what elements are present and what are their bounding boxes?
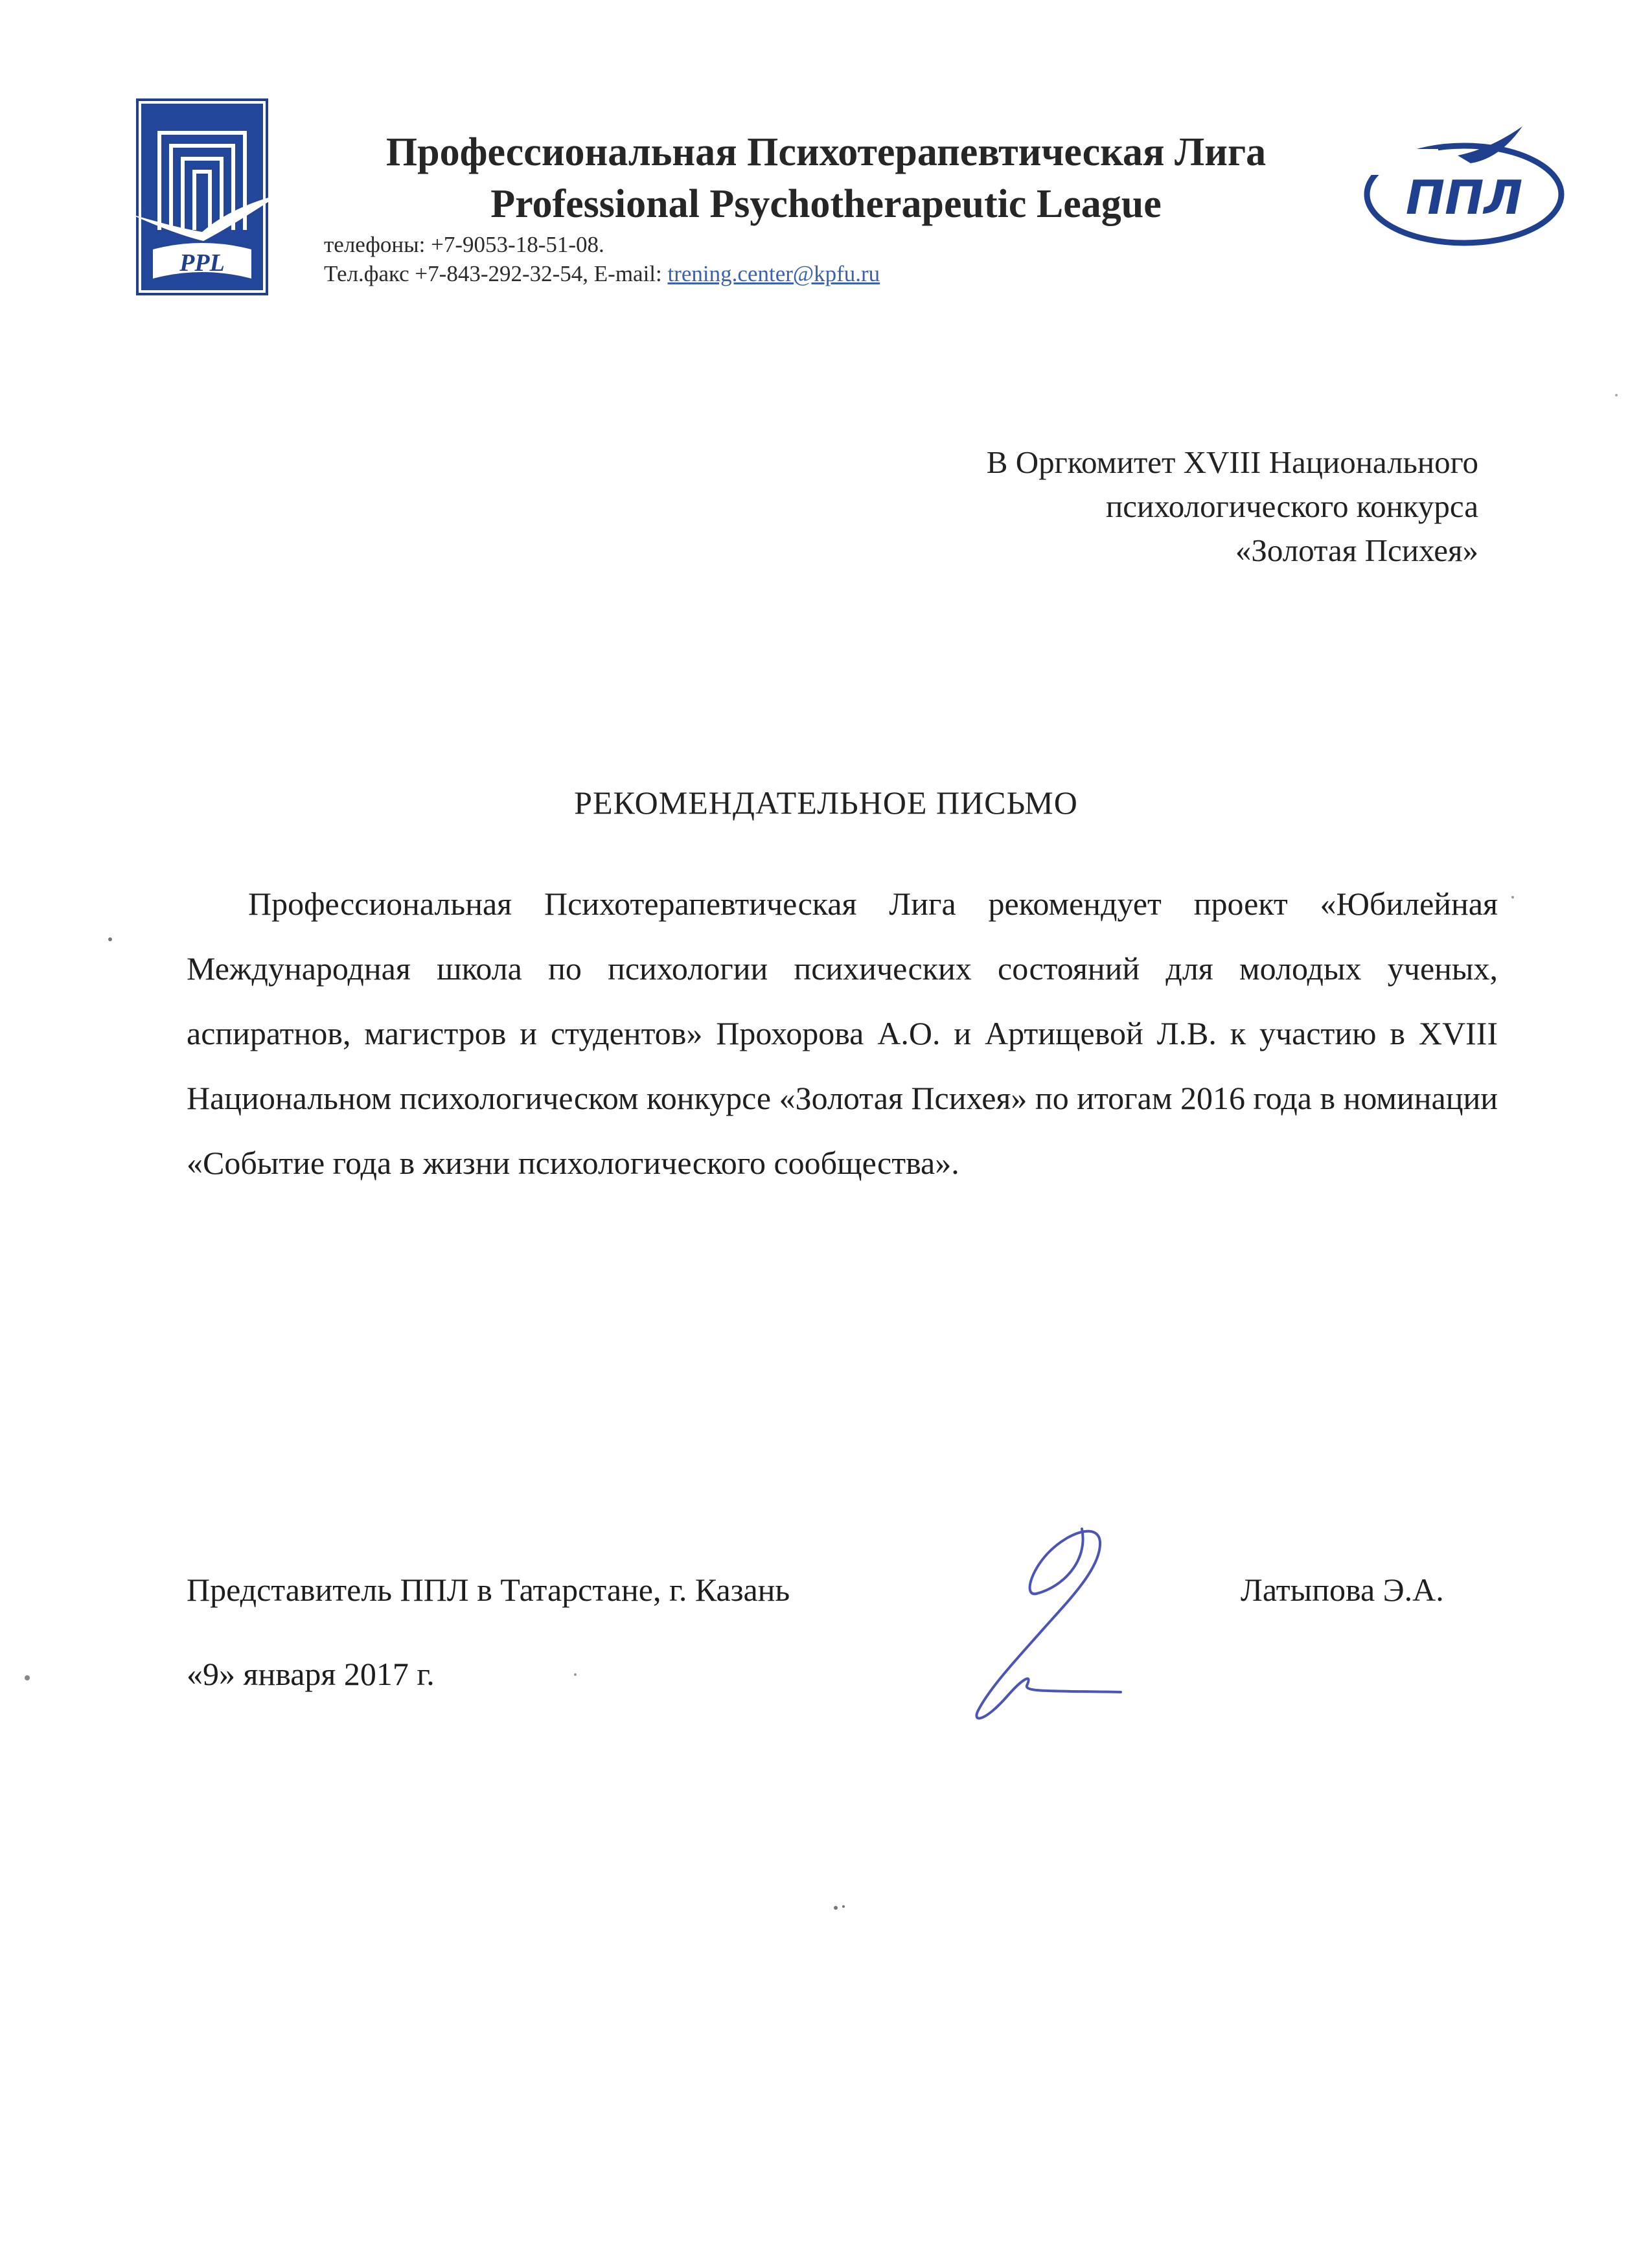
fax-text: Тел.факс +7-843-292-32-54, E-mail: <box>324 261 668 286</box>
ppl-oval-logo <box>1360 123 1568 253</box>
letter-date: «9» января 2017 г. <box>187 1656 435 1692</box>
ppl-building-logo <box>133 97 271 298</box>
logo-right-text: ППЛ <box>1405 170 1523 225</box>
addressee-line-2: психологического конкурса <box>1105 488 1478 524</box>
phones-line: телефоны: +7-9053-18-51-08. <box>324 232 604 257</box>
representative-name: Латыпова Э.А. <box>1241 1572 1444 1608</box>
addressee-block <box>987 441 1478 573</box>
fax-email-line <box>324 259 880 288</box>
addressee-line-3: «Золотая Психея» <box>1235 533 1478 568</box>
addressee-line-1: В Оргкомитет XVIII Национального <box>986 444 1478 480</box>
letter-body: Профессиональная Психотерапевтическая Лига рекомендует проект «Юбилейная Международная школа по психологии психических состояний для молодых ученых, аспиратнов, магистров и студентов» Прохорова А.О. и Артищевой Л.В. к участию в XVIII Национальном психологическом конкурсе «Золотая Психея» по итогам 2016 года в номинации «Событие года в жизни психологического сообщества». <box>187 886 1498 1181</box>
representative-role: Представитель ППЛ в Татарстане, г. Казань <box>187 1572 790 1608</box>
logo-left-text: PPL <box>179 249 225 277</box>
org-name-en: Professional Psychotherapeutic League <box>490 182 1162 226</box>
letter-heading: РЕКОМЕНДАТЕЛЬНОЕ ПИСЬМО <box>574 785 1078 821</box>
letterhead-contacts <box>324 230 880 288</box>
email-link[interactable]: trening.center@kpfu.ru <box>667 261 880 286</box>
handwritten-signature <box>959 1516 1166 1730</box>
org-name-ru: Профессиональная Психотерапевтическая Лига <box>385 130 1267 174</box>
